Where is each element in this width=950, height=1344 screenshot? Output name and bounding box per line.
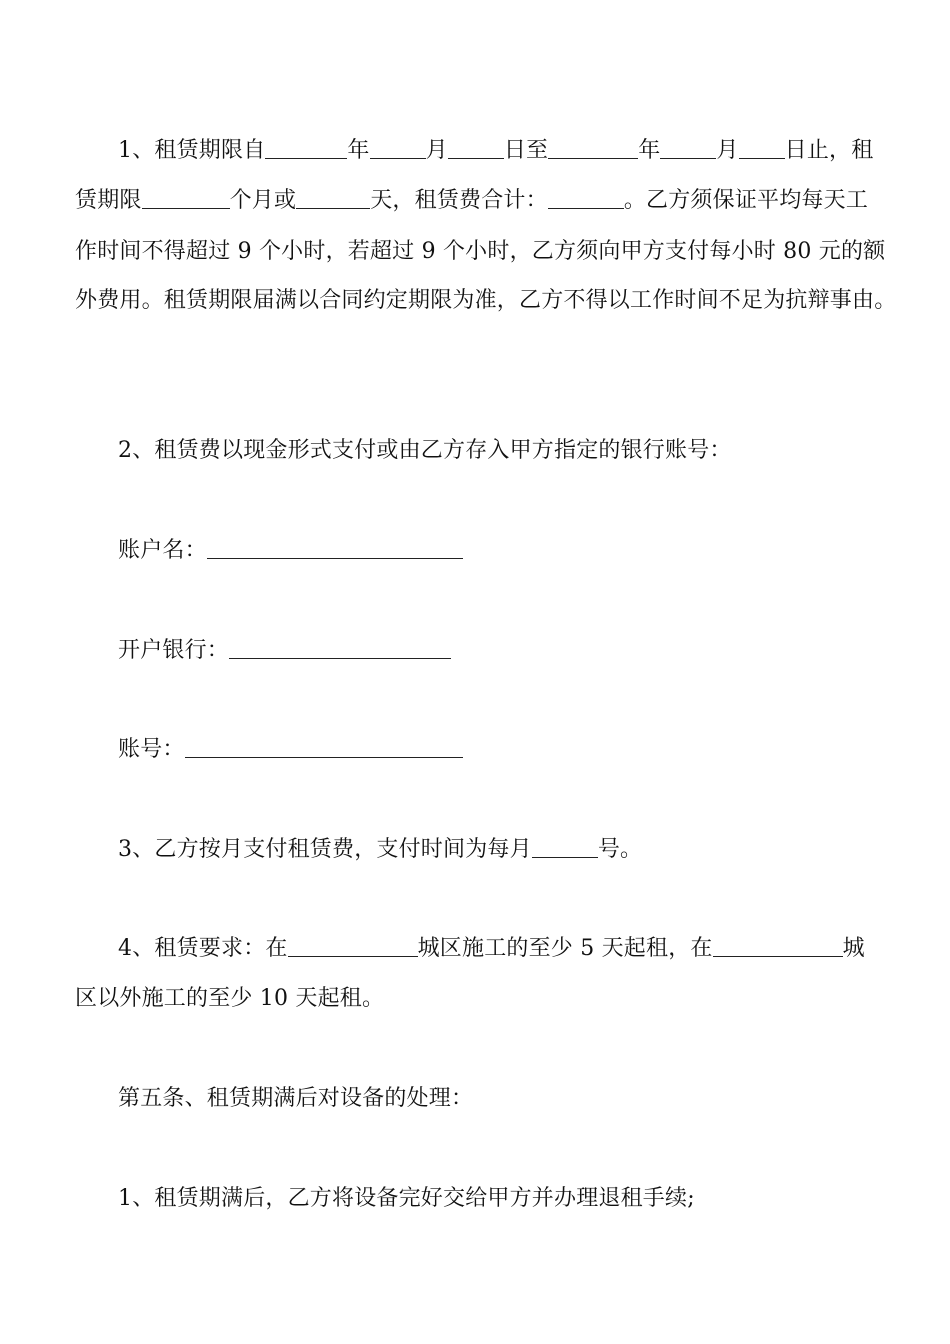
account-name-row xyxy=(118,538,928,564)
clause1-text: 1、租赁期限自 xyxy=(118,138,266,163)
clause1-line1 xyxy=(118,138,878,164)
clause1-text: 个月或 xyxy=(229,188,297,213)
clause1-line3: 作时间不得超过 9 个小时，若超过 9 个小时，乙方须向甲方支付每小时 80 元的额 xyxy=(75,239,886,264)
clause2-text: 2、租赁费以现金形式支付或由乙方存入甲方指定的银行账号： xyxy=(118,438,732,463)
clause1-text: 月 xyxy=(425,138,448,163)
start-day-blank[interactable] xyxy=(448,138,504,159)
end-day-blank[interactable] xyxy=(739,138,785,159)
bank-label: 开户银行： xyxy=(118,638,230,663)
clause1-text: 。乙方须保证平均每天工 xyxy=(623,188,869,213)
account-number-row xyxy=(118,737,928,763)
account-name-label: 账户名： xyxy=(118,538,207,563)
total-fee-blank[interactable] xyxy=(548,188,624,209)
pay-day-blank[interactable] xyxy=(532,837,598,858)
clause1-line4: 外费用。租赁期限届满以合同约定期限为准，乙方不得以工作时间不足为抗辩事由。 xyxy=(75,288,897,313)
clause3-row xyxy=(118,837,928,863)
clause1-text: 赁期限 xyxy=(75,188,142,213)
city-area-blank-2[interactable] xyxy=(713,936,843,957)
clause4-text: 4、租赁要求：在 xyxy=(118,936,288,961)
bank-row xyxy=(118,638,928,664)
clause1-text: 天，租赁费合计： xyxy=(370,188,548,213)
clause1-text: 日至 xyxy=(503,138,549,163)
end-year-blank[interactable] xyxy=(548,138,638,159)
clause3-text: 号。 xyxy=(597,837,643,862)
account-number-label: 账号： xyxy=(118,737,185,762)
article5-heading: 第五条、租赁期满后对设备的处理： xyxy=(118,1086,474,1111)
article5-item1: 1、租赁期满后，乙方将设备完好交给甲方并办理退租手续; xyxy=(118,1186,695,1211)
clause1-text: 年 xyxy=(638,138,661,163)
start-month-blank[interactable] xyxy=(370,138,426,159)
clause4-line2: 区以外施工的至少 10 天起租。 xyxy=(75,986,385,1011)
end-month-blank[interactable] xyxy=(660,138,716,159)
clause4-text: 城 xyxy=(842,936,865,961)
days-blank[interactable] xyxy=(296,188,370,209)
clause1-text: 月 xyxy=(716,138,739,163)
clause1-text: 日止，租 xyxy=(784,138,874,163)
account-name-blank[interactable] xyxy=(207,538,463,559)
clause4-text: 城区施工的至少 5 天起租，在 xyxy=(417,936,713,961)
city-area-blank[interactable] xyxy=(288,936,418,957)
clause3-text: 3、乙方按月支付租赁费，支付时间为每月 xyxy=(118,837,532,862)
bank-blank[interactable] xyxy=(229,638,451,659)
clause4-line1 xyxy=(118,936,878,962)
clause1-text: 年 xyxy=(347,138,370,163)
clause1-line2 xyxy=(75,188,885,214)
start-year-blank[interactable] xyxy=(265,138,347,159)
months-blank[interactable] xyxy=(142,188,230,209)
account-number-blank[interactable] xyxy=(185,737,463,758)
